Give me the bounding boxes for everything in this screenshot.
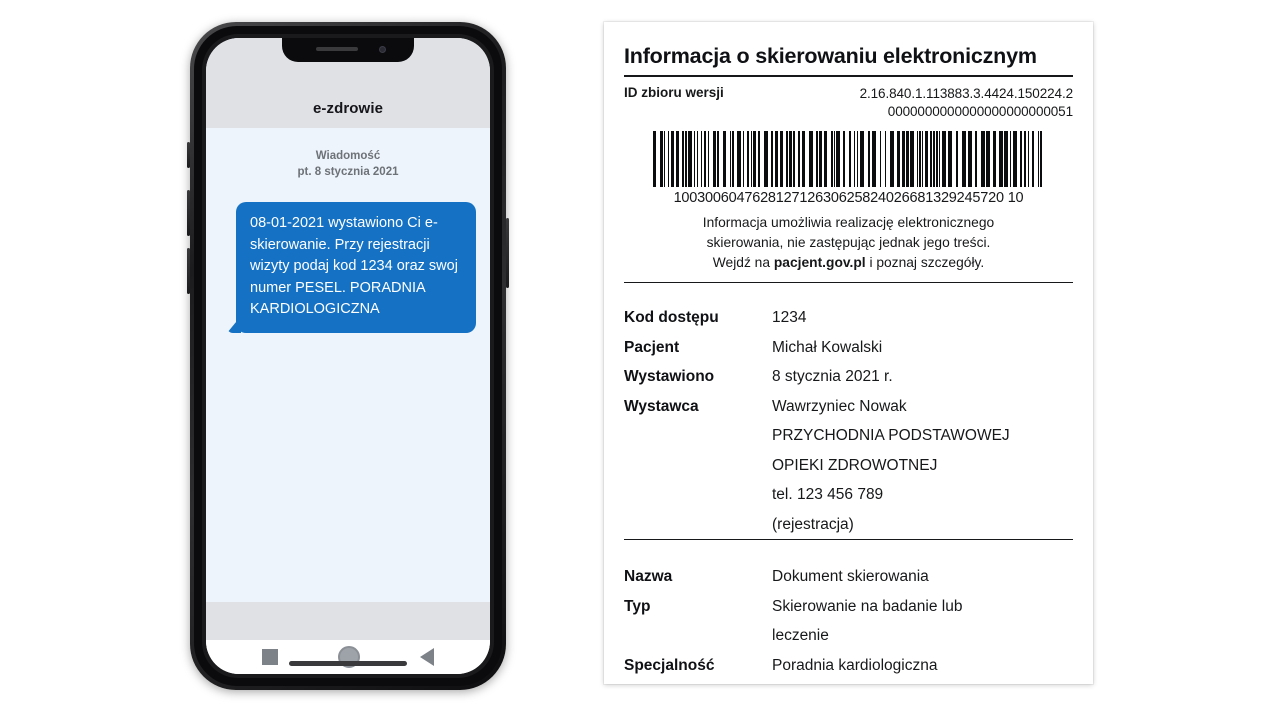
earpiece-speaker-icon [316, 47, 358, 51]
field-label: Typ [624, 597, 651, 615]
phone-screen-housing [202, 34, 494, 678]
field-row [624, 362, 1073, 392]
phone-volume-down-button[interactable] [187, 248, 190, 294]
issuer-extra-line: tel. 123 456 789 [772, 486, 884, 503]
home-indicator [289, 661, 407, 666]
field-value: Skierowanie na badanie lub [772, 597, 963, 615]
message-date: pt. 8 stycznia 2021 [297, 166, 399, 178]
barcode-bar [1042, 131, 1045, 187]
issuer-extra-line: PRZYCHODNIA PODSTAWOWEJ [772, 427, 1010, 444]
nav-strip [206, 602, 490, 640]
note-line-3 [624, 253, 1073, 273]
field-row [624, 562, 1073, 592]
front-camera-icon [379, 46, 386, 53]
field-label: Kod dostępu [624, 309, 719, 326]
recent-apps-icon[interactable] [262, 649, 278, 665]
field-value: 8 stycznia 2021 r. [772, 368, 893, 385]
app-title: e-zdrowie [312, 99, 384, 117]
app-header [206, 88, 490, 128]
back-icon[interactable] [420, 648, 434, 666]
field-row [624, 392, 1073, 422]
field-value: leczenie [772, 627, 829, 644]
note-suffix: i poznaj szczegóły. [865, 255, 985, 270]
document-title: Informacja o skierowaniu elektronicznym [624, 44, 1073, 77]
message-label: Wiadomość [315, 150, 381, 162]
field-label: Wystawca [624, 397, 699, 415]
phone-mockup [190, 22, 506, 690]
document-note [624, 213, 1073, 283]
referral-document-card [604, 22, 1093, 684]
id-value [860, 85, 1073, 121]
field-label: Nazwa [624, 568, 673, 585]
field-row [624, 592, 1073, 622]
id-row [624, 85, 1073, 121]
issuer-extra-line: (rejestracja) [772, 515, 854, 533]
primary-fields-section [624, 293, 1073, 540]
field-label: Pacjent [624, 338, 680, 356]
note-line-2: skierowania, nie zastępując jednak jego treści. [706, 235, 991, 250]
phone-screen [206, 38, 490, 674]
field-value: Michał Kowalski [772, 338, 883, 356]
field-value: Wawrzyniec Nowak [772, 397, 907, 415]
note-line-1: Informacja umożliwia realizację elektronicznego [702, 215, 995, 230]
field-label: Specjalność [624, 656, 715, 674]
phone-volume-up-button[interactable] [187, 190, 190, 236]
id-value-line-1: 2.16.840.1.113883.3.4424.150224.2 [859, 86, 1073, 101]
field-label: Wystawiono [624, 368, 715, 385]
field-row [624, 651, 1073, 681]
portal-link[interactable]: pacjent.gov.pl [773, 255, 866, 270]
sms-thread[interactable] [206, 128, 490, 602]
field-value: 1234 [772, 309, 807, 326]
phone-notch [282, 38, 414, 62]
id-label: ID zbioru wersji [624, 85, 724, 100]
issuer-extra-line: OPIEKI ZDROWOTNEJ [772, 456, 938, 474]
barcode-digits: 100300604762812712630625824026681329245720 10 [673, 190, 1024, 206]
nav-buttons [206, 640, 490, 674]
phone-mute-switch[interactable] [187, 142, 190, 168]
id-value-line-2: 0000000000000000000000051 [887, 104, 1073, 119]
field-value: Dokument skierowania [772, 568, 929, 585]
note-prefix: Wejdź na [712, 255, 774, 270]
message-bubble[interactable]: 08-01-2021 wystawiono Ci e-skierowanie. Przy rejestracji wizyty podaj kod 1234 oraz swoj numer PESEL. PORADNIA KARDIOLOGICZNA [236, 202, 476, 333]
phone-power-button[interactable] [506, 218, 509, 288]
field-value: Poradnia kardiologiczna [772, 656, 938, 674]
message-row [206, 202, 490, 333]
field-row [624, 621, 1073, 651]
secondary-fields-section [624, 552, 1073, 680]
issuer-extra-lines [624, 421, 1073, 539]
barcode-zone [624, 131, 1073, 206]
field-row [624, 333, 1073, 363]
barcode-image [653, 131, 1045, 187]
field-row [624, 303, 1073, 333]
